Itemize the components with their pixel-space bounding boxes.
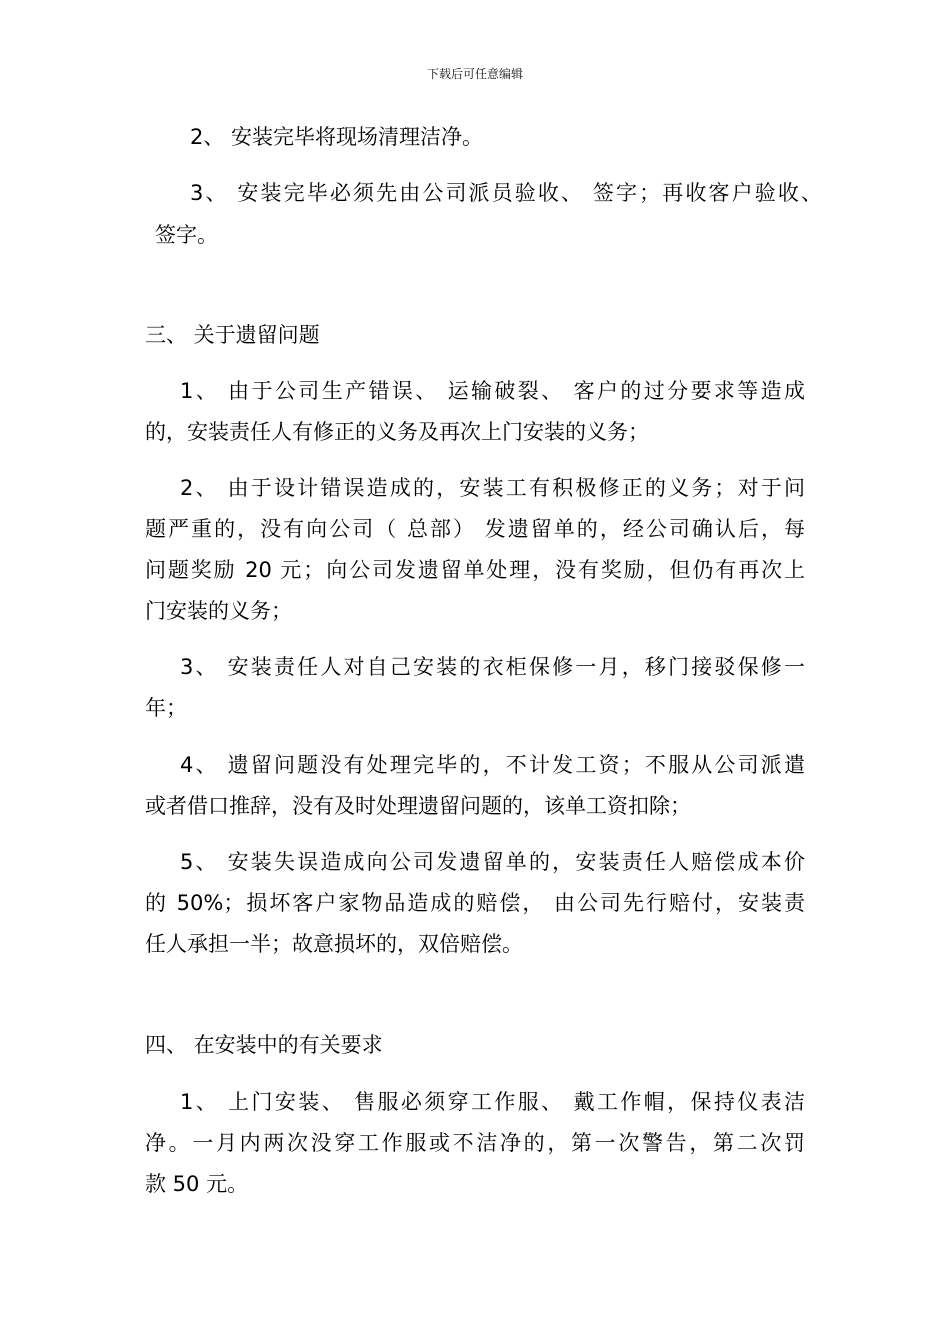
- section3-item4-line1: 4、 遗留问题没有处理完毕的，不计发工资；不服从公司派遣: [180, 753, 805, 777]
- section3-item3-line1: 3、 安装责任人对自己安装的衣柜保修一月，移门接驳保修一: [180, 655, 805, 679]
- section4-item1-line1: 1、 上门安装、 售服必须穿工作服、 戴工作帽，保持仪表洁: [180, 1090, 805, 1114]
- section3-item2-line3: 问题奖励 20 元；向公司发遗留单处理，没有奖励，但仍有再次上: [145, 558, 805, 582]
- section3-item3-line2: 年；: [145, 696, 187, 720]
- section2-item3-line1: 3、 安装完毕必须先由公司派员验收、 签字；再收客户验收、: [190, 181, 822, 205]
- section2-item3-line2: 签字。: [155, 223, 218, 247]
- section3-item1-line2: 的，安装责任人有修正的义务及再次上门安装的义务；: [145, 420, 649, 444]
- section3-item2-line1: 2、 由于设计错误造成的，安装工有积极修正的义务；对于问: [180, 476, 805, 500]
- section3-item2-line4: 门安装的义务；: [145, 599, 292, 623]
- section4-item1-line2: 净。一月内两次没穿工作服或不洁净的，第一次警告，第二次罚: [145, 1131, 805, 1155]
- section3-item5-line3: 任人承担一半；故意损坏的，双倍赔偿。: [145, 932, 523, 956]
- page-header: 下载后可任意编辑: [426, 67, 523, 81]
- section3-item5-line2: 的 50%；损坏客户家物品造成的赔偿， 由公司先行赔付，安装责: [145, 891, 805, 915]
- section4-item1-line3: 款 50 元。: [145, 1172, 249, 1196]
- section3-item1-line1: 1、 由于公司生产错误、 运输破裂、 客户的过分要求等造成: [180, 379, 805, 403]
- section3-item5-line1: 5、 安装失误造成向公司发遗留单的，安装责任人赔偿成本价: [180, 850, 805, 874]
- section3-item2-line2: 题严重的，没有向公司（ 总部） 发遗留单的，经公司确认后，每: [145, 517, 805, 541]
- section3-item4-line2: 或者借口推辞，没有及时处理遗留问题的，该单工资扣除；: [145, 794, 691, 818]
- section4-heading: 四、 在安装中的有关要求: [145, 1033, 383, 1057]
- section2-item2: 2、 安装完毕将现场清理洁净。: [190, 125, 484, 149]
- section3-heading: 三、 关于遗留问题: [145, 323, 320, 347]
